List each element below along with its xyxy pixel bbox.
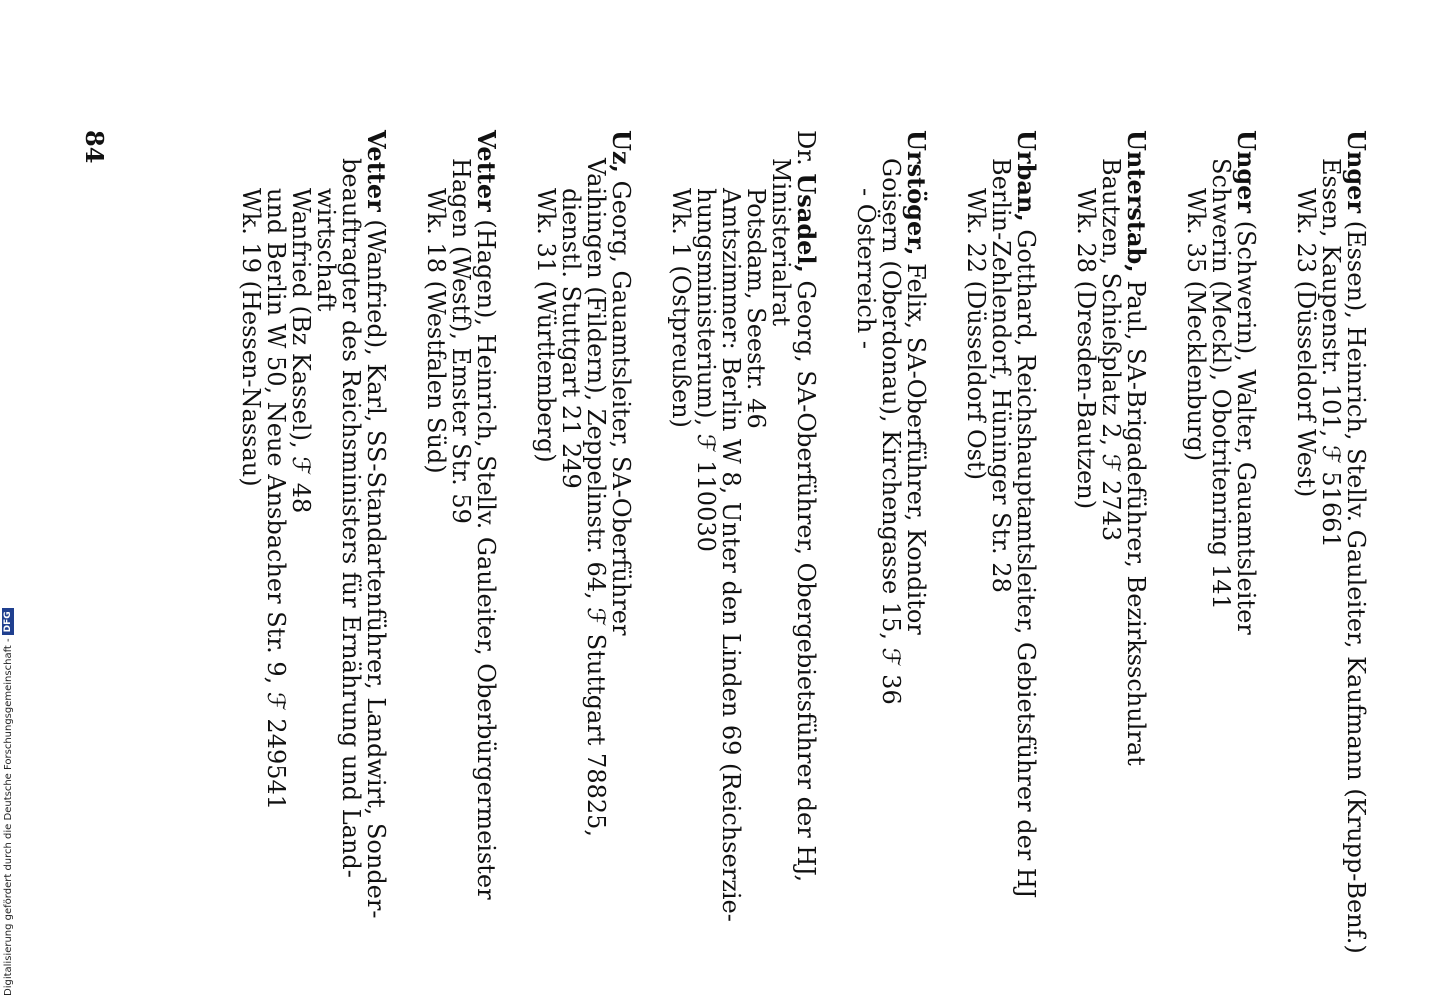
entry-detail-line bbox=[1073, 130, 1098, 970]
entry-text: Wk. 1 (Ostpreußen) bbox=[667, 188, 695, 428]
entry-list bbox=[204, 130, 1369, 970]
entry-text: Schwerin (Meckl), Obotritenring 141 bbox=[1207, 158, 1235, 610]
entry-text: Essen, Kaupenstr. 101, ℱ 51661 bbox=[1317, 158, 1345, 548]
entry-text: hungsministerium), ℱ 110030 bbox=[692, 188, 720, 552]
entry-text: Potsdam, Seestr. 46 bbox=[742, 188, 770, 429]
entry-text: wirtschaft bbox=[312, 188, 340, 312]
entry-detail-line bbox=[878, 130, 903, 970]
register-entry bbox=[963, 130, 1039, 970]
entry-first-line bbox=[1343, 130, 1369, 970]
entry-text: Wk. 22 (Düsseldorf Ost) bbox=[962, 188, 990, 481]
entry-text: (Schwerin), Walter, Gauamtsleiter bbox=[1232, 220, 1260, 635]
entry-detail-line bbox=[1183, 130, 1208, 970]
entry-text: Vaihingen (Fildern), Zeppelinstr. 64, ℱ Stuttgart 78825, bbox=[582, 158, 610, 838]
entry-detail-line bbox=[238, 130, 263, 970]
entry-detail-line bbox=[533, 130, 558, 970]
entry-detail-line bbox=[583, 130, 608, 970]
entry-title-prefix: Dr. bbox=[792, 130, 820, 166]
entry-detail-line bbox=[853, 130, 878, 970]
page-number: 84 bbox=[80, 130, 109, 164]
entry-detail-line bbox=[963, 130, 988, 970]
entry-detail-line bbox=[743, 130, 768, 970]
entry-text: (Wanfried), Karl, SS-Standartenführer, Landwirt, Sonder- bbox=[362, 219, 390, 919]
entry-detail-line bbox=[338, 130, 363, 970]
entry-detail-line bbox=[988, 130, 1013, 970]
entry-first-line bbox=[1013, 130, 1039, 970]
entry-detail-line bbox=[718, 130, 743, 970]
entry-text: (Essen), Heinrich, Stellv. Gauleiter, Kaufmann (Krupp-Benf.) bbox=[1342, 220, 1370, 954]
register-entry bbox=[853, 130, 929, 970]
entry-text: Amtszimmer: Berlin W 8, Unter den Linden 69 (Reichserzie- bbox=[717, 188, 745, 922]
entry-text: Wk. 31 (Württemberg) bbox=[532, 188, 560, 463]
register-entry bbox=[423, 130, 499, 970]
entry-text: - Österreich - bbox=[852, 188, 880, 350]
entry-detail-line bbox=[448, 130, 473, 970]
entry-text: und Berlin W 50, Neue Ansbacher Str. 9, ℱ 249541 bbox=[262, 188, 290, 811]
dfg-logo-icon: DFG bbox=[2, 608, 14, 635]
entry-text: Bautzen, Schießplatz 2, ℱ 2743 bbox=[1097, 158, 1125, 542]
entry-first-line bbox=[793, 130, 819, 970]
register-entry bbox=[1073, 130, 1149, 970]
entry-text: Gotthard, Reichshauptamtsleiter, Gebietsführer der HJ bbox=[1012, 229, 1040, 899]
entry-text: Wk. 28 (Dresden-Bautzen) bbox=[1072, 188, 1100, 510]
entry-detail-line bbox=[693, 130, 718, 970]
entry-surname: Unterstab, bbox=[1122, 130, 1151, 273]
funding-note-text: Digitalisierung gefördert durch die Deutsche Forschungsgemeinschaft - bbox=[2, 638, 14, 996]
entry-first-line bbox=[473, 130, 499, 970]
entry-detail-line bbox=[668, 130, 693, 970]
entry-text: Ministerialrat bbox=[767, 158, 795, 327]
entry-text: Berlin-Zehlendorf, Hüninger Str. 28 bbox=[987, 158, 1015, 593]
entry-detail-line bbox=[558, 130, 583, 970]
entry-text: Wk. 35 (Mecklenburg) bbox=[1182, 188, 1210, 462]
funding-note bbox=[2, 608, 14, 996]
entry-first-line bbox=[903, 130, 929, 970]
entry-detail-line bbox=[313, 130, 338, 970]
entry-first-line bbox=[363, 130, 389, 970]
entry-surname: Urstöger, bbox=[902, 130, 931, 256]
entry-surname: Unger bbox=[1342, 130, 1371, 214]
register-entry bbox=[1183, 130, 1259, 970]
entry-surname: Vetter bbox=[362, 130, 391, 212]
entry-text: Wanfried (Bz Kassel), ℱ 48 bbox=[287, 188, 315, 514]
entry-detail-line bbox=[288, 130, 313, 970]
entry-surname: Uz, bbox=[607, 130, 636, 173]
entry-text: dienstl. Stuttgart 21 249 bbox=[557, 188, 585, 489]
entry-text: Felix, SA-Oberführer, Konditor bbox=[902, 263, 930, 635]
entry-detail-line bbox=[423, 130, 448, 970]
entry-text: Paul, SA-Brigadeführer, Bezirksschulrat bbox=[1122, 280, 1150, 766]
entry-surname: Vetter bbox=[472, 130, 501, 212]
entry-text: Georg, SA-Oberführer, Obergebietsführer der HJ, bbox=[792, 280, 820, 883]
entry-detail-line bbox=[1098, 130, 1123, 970]
entry-text: Wk. 18 (Westfalen Süd) bbox=[422, 188, 450, 474]
entry-first-line bbox=[1123, 130, 1149, 970]
entry-text: Hagen (Westf), Emster Str. 59 bbox=[447, 158, 475, 524]
entry-surname: Urban, bbox=[1012, 130, 1041, 222]
entry-first-line bbox=[1233, 130, 1259, 970]
entry-text: Goisern (Oberdonau), Kirchengasse 15, ℱ 36 bbox=[877, 158, 905, 705]
entry-text: Wk. 19 (Hessen-Nassau) bbox=[237, 188, 265, 487]
entry-text: Wk. 23 (Düsseldorf West) bbox=[1292, 188, 1320, 498]
entry-detail-line bbox=[1208, 130, 1233, 970]
entry-detail-line bbox=[263, 130, 288, 970]
entry-text: (Hagen), Heinrich, Stellv. Gauleiter, Oberbürgermeister bbox=[472, 219, 500, 900]
register-entry bbox=[668, 130, 819, 970]
entry-detail-line bbox=[768, 130, 793, 970]
entry-text: beauftragter des Reichsministers für Ernährung und Land- bbox=[337, 158, 365, 878]
entry-text: Georg, Gauamtsleiter, SA-Oberführer bbox=[607, 180, 635, 636]
register-entry bbox=[533, 130, 634, 970]
entry-surname: Usadel, bbox=[792, 173, 821, 273]
entry-surname: Unger bbox=[1232, 130, 1261, 214]
entry-detail-line bbox=[1318, 130, 1343, 970]
entry-detail-line bbox=[1293, 130, 1318, 970]
register-entry bbox=[238, 130, 389, 970]
register-entry bbox=[1293, 130, 1369, 970]
entry-first-line bbox=[608, 130, 634, 970]
